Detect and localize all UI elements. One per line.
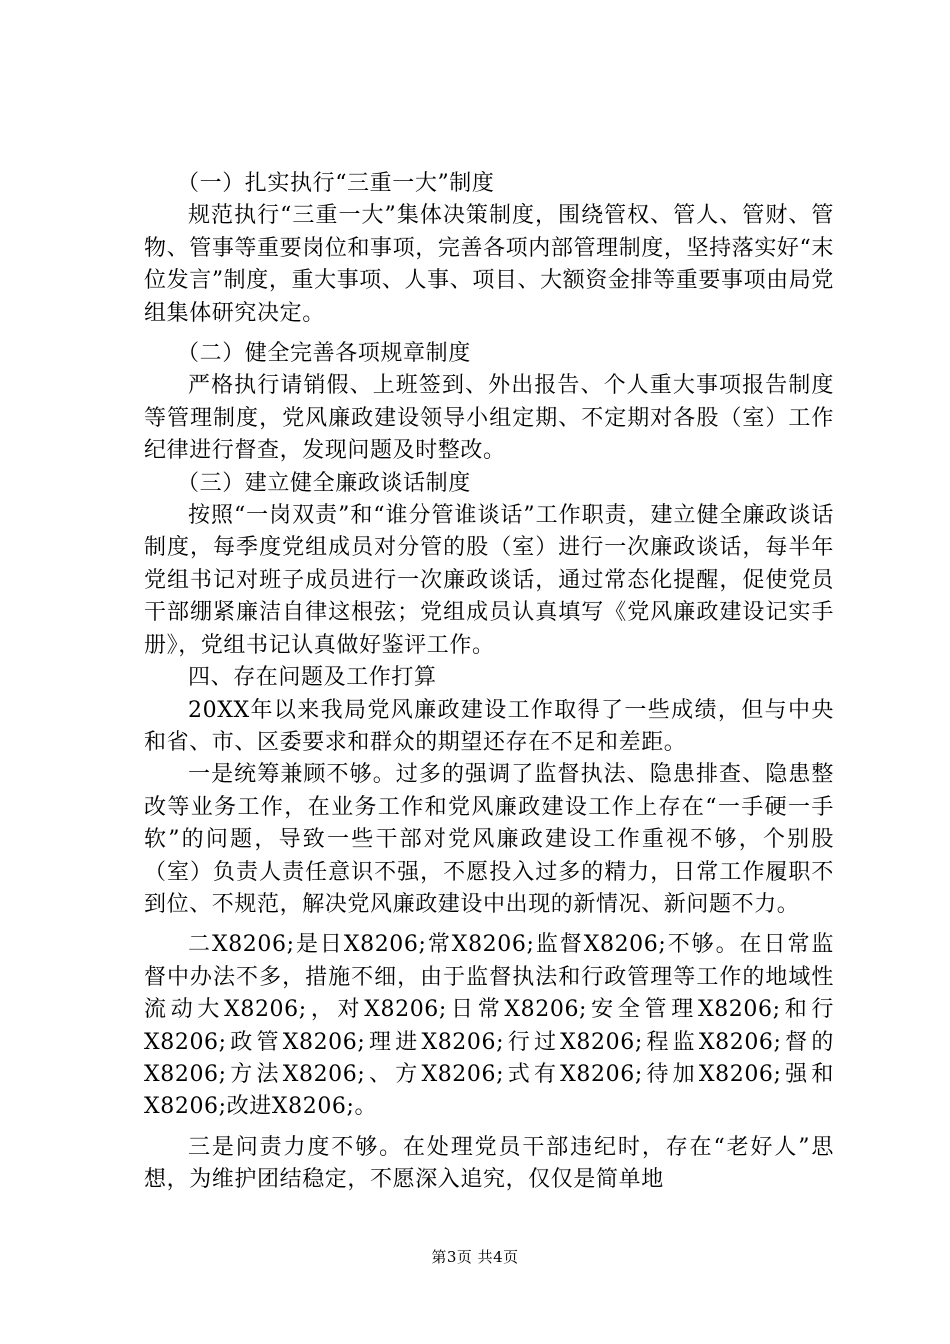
paragraph-1: 规范执行“三重一大”集体决策制度，围绕管权、管人、管财、管物、管事等重要岗位和事项，完善各项内部管理制度，坚持落实好“末位发言”制度，重大事项、人事、项目、大额资金排等重要事项由局党组集体研究决定。 <box>144 203 834 326</box>
paragraph-7: 三是问责力度不够。在处理党员干部违纪时，存在“老好人”思想，为维护团结稳定，不愿深入追究，仅仅是简单地 <box>144 1134 834 1193</box>
section-heading-3: （三）建立健全廉政谈话制度 <box>177 470 471 496</box>
paragraph-5: 一是统筹兼顾不够。过多的强调了监督执法、隐患排查、隐患整改等业务工作，在业务工作和党风廉政建设工作上存在“一手硬一手软”的问题，导致一些干部对党风廉政建设工作重视不够，个别股（室）负责人责任意识不强，不愿投入过多的精力，日常工作履职不到位、不规范，解决党风廉政建设中出现的新情况、新问题不力。 <box>144 762 834 917</box>
section-heading-2: （二）健全完善各项规章制度 <box>177 341 471 367</box>
paragraph-6: 二X8206;是日X8206;常X8206;监督X8206;不够。在日常监督中办法不多，措施不细，由于监督执法和行政管理等工作的地域性流动大X8206;，对X8206;日常X8206;安全管理X8206;和行X8206;政管X8206;理进X8206;行过X8206;程监X8206;督的X8206;方法X8206;、方X8206;式有X8206;待加X8206;强和X8206;改进X8206;。 <box>144 932 834 1120</box>
section-heading-4: 四、存在问题及工作打算 <box>188 665 437 691</box>
document-body <box>144 168 834 1197</box>
paragraph-3: 按照“一岗双责”和“谁分管谁谈话”工作职责，建立健全廉政谈话制度，每季度党组成员对分管的股（室）进行一次廉政谈话，每半年党组书记对班子成员进行一次廉政谈话，通过常态化提醒，促使党员干部绷紧廉洁自律这根弦；党组成员认真填写《党风廉政建设记实手册》，党组书记认真做好鉴评工作。 <box>144 503 834 658</box>
section-heading-1: （一）扎实执行“三重一大”制度 <box>177 171 495 196</box>
paragraph-4: 20XX年以来我局党风廉政建设工作取得了一些成绩，但与中央和省、市、区委要求和群众的期望还存在不足和差距。 <box>144 697 834 755</box>
page-number-footer: 第3页 共4页 <box>431 1248 519 1266</box>
paragraph-2: 严格执行请销假、上班签到、外出报告、个人重大事项报告制度等管理制度，党风廉政建设领导小组定期、不定期对各股（室）工作纪律进行督查，发现问题及时整改。 <box>144 373 834 464</box>
